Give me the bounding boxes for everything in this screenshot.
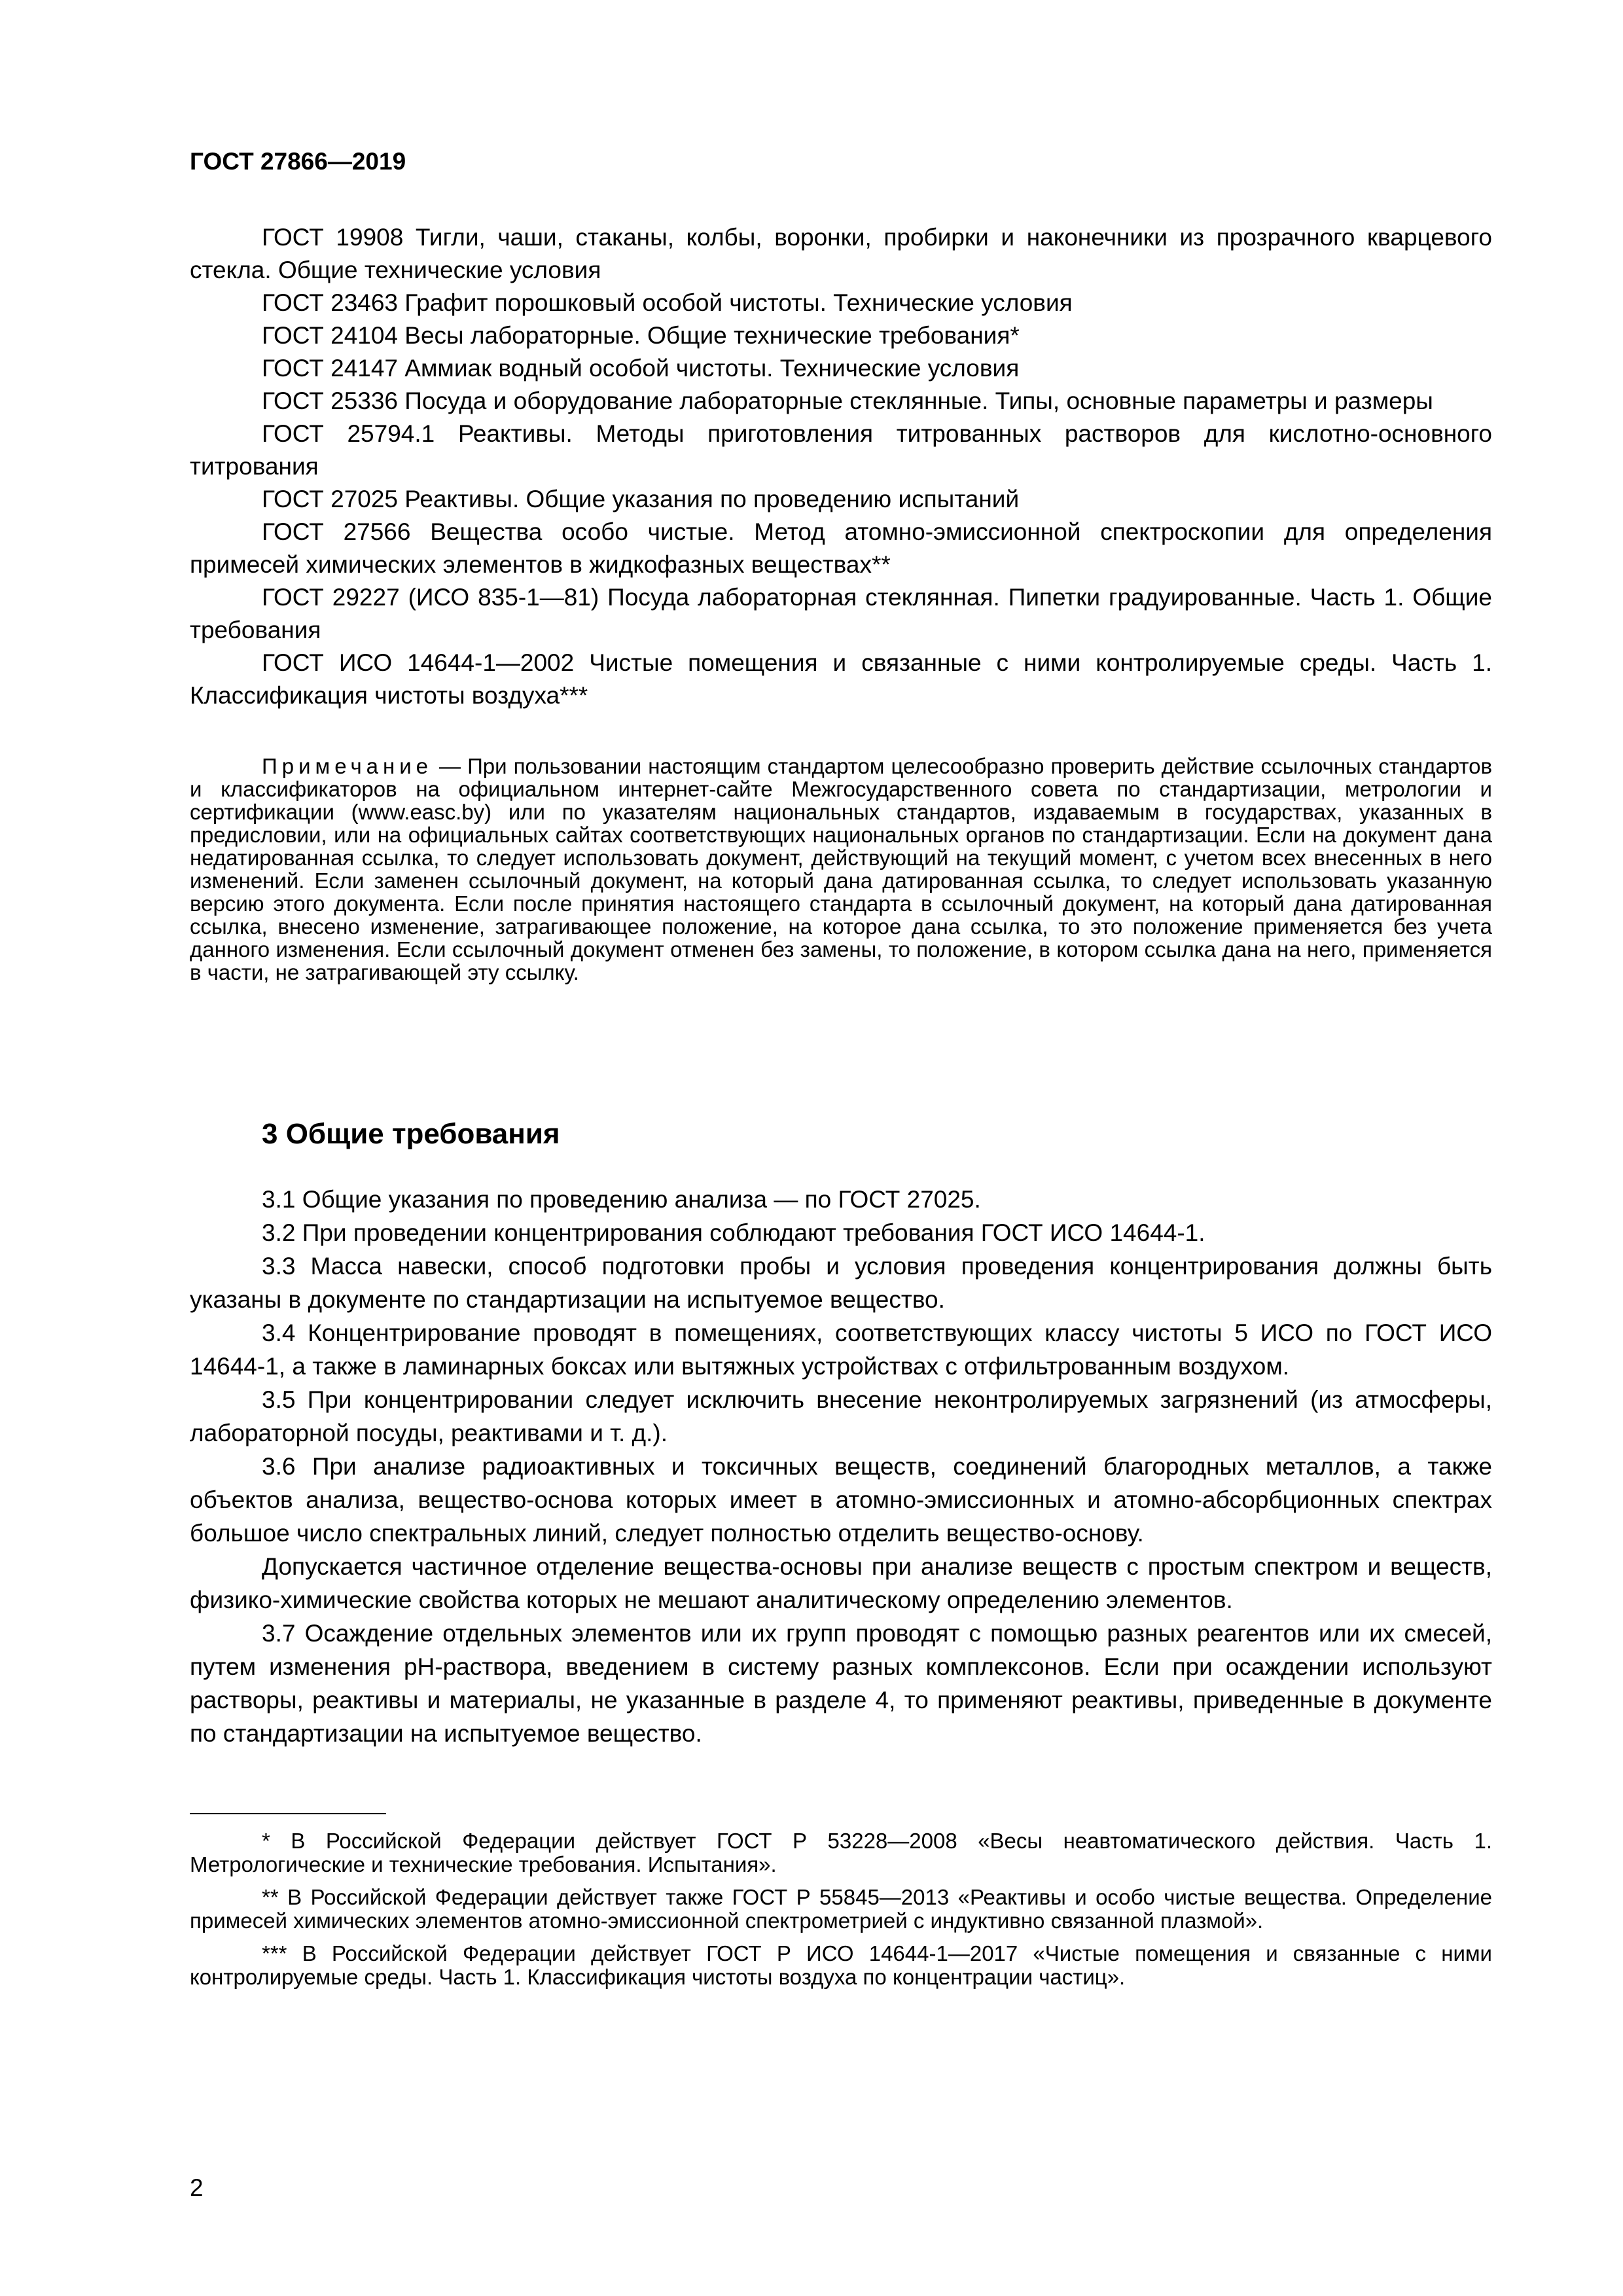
reference-item: ГОСТ 25336 Посуда и оборудование лабораторные стеклянные. Типы, основные параметры и размеры <box>262 387 1433 414</box>
section-paragraph: 3.1 Общие указания по проведению анализа — по ГОСТ 27025. <box>262 1186 981 1213</box>
normative-references-list <box>190 221 1492 712</box>
section-paragraph: 3.4 Концентрирование проводят в помещениях, соответствующих классу чистоты 5 ИСО по ГОСТ ИСО 14644-1, а также в ламинарных боксах или вытяжных устройствах с отфильтрованным воздухом. <box>190 1319 1492 1380</box>
section-paragraph: Допускается частичное отделение вещества-основы при анализе веществ с простым спектром и веществ, физико-химические свойства которых не мешают аналитическому определению элементов. <box>190 1553 1492 1613</box>
note-label: Примечание <box>262 754 433 778</box>
note-block <box>190 755 1492 984</box>
reference-item: ГОСТ 25794.1 Реактивы. Методы приготовления титрованных растворов для кислотно-основного титрования <box>190 420 1492 480</box>
reference-item: ГОСТ 24104 Весы лабораторные. Общие технические требования* <box>262 322 1020 349</box>
section-body <box>190 1183 1492 1750</box>
section-paragraph: 3.7 Осаждение отдельных элементов или их групп проводят с помощью разных реагентов или их смесей, путем изменения pH-раствора, введением в систему разных комплексонов. Если при осаждении используют растворы, реактивы и материалы, не указанные в разделе 4, то применяют реактивы, приведенные в документе по стандартизации на испытуемое вещество. <box>190 1620 1492 1747</box>
reference-item: ГОСТ 23463 Графит порошковый особой чистоты. Технические условия <box>262 289 1073 316</box>
section-paragraph: 3.5 При концентрировании следует исключить внесение неконтролируемых загрязнений (из атмосферы, лабораторной посуды, реактивами и т. д.). <box>190 1386 1492 1446</box>
footnote: *** В Российской Федерации действует ГОСТ Р ИСО 14644-1—2017 «Чистые помещения и связанные с ними контролируемые среды. Часть 1. Классификация чистоты воздуха по концентрации частиц». <box>190 1941 1492 1989</box>
reference-item: ГОСТ ИСО 14644-1—2002 Чистые помещения и связанные с ними контролируемые среды. Часть 1. Классификация чистоты воздуха*** <box>190 649 1492 709</box>
document-page <box>190 0 1492 2296</box>
document-code-header: ГОСТ 27866—2019 <box>190 148 406 175</box>
section-heading: 3 Общие требования <box>262 1118 560 1150</box>
reference-item: ГОСТ 27566 Вещества особо чистые. Метод атомно-эмиссионной спектроскопии для определения примесей химических элементов в жидкофазных веществах** <box>190 518 1492 578</box>
section-paragraph: 3.6 При анализе радиоактивных и токсичных веществ, соединений благородных металлов, а также объектов анализа, вещество-основа которых имеет в атомно-эмиссионных и атомно-абсорбционных спектрах большое число спектральных линий, следует полностью отделить вещество-основу. <box>190 1453 1492 1547</box>
footnote-separator <box>190 1813 386 1814</box>
footnote: * В Российской Федерации действует ГОСТ Р 53228—2008 «Весы неавтоматического действия. Часть 1. Метрологические и технические требования. Испытания». <box>190 1829 1492 1876</box>
page-number: 2 <box>190 2174 204 2201</box>
reference-item: ГОСТ 27025 Реактивы. Общие указания по проведению испытаний <box>262 486 1020 512</box>
reference-item: ГОСТ 19908 Тигли, чаши, стаканы, колбы, воронки, пробирки и наконечники из прозрачного кварцевого стекла. Общие технические условия <box>190 224 1492 283</box>
footnotes <box>190 1829 1492 1998</box>
section-paragraph: 3.2 При проведении концентрирования соблюдают требования ГОСТ ИСО 14644-1. <box>262 1219 1205 1246</box>
section-paragraph: 3.3 Масса навески, способ подготовки пробы и условия проведения концентрирования должны быть указаны в документе по стандартизации на испытуемое вещество. <box>190 1253 1492 1313</box>
reference-item: ГОСТ 24147 Аммиак водный особой чистоты. Технические условия <box>262 355 1020 382</box>
reference-item: ГОСТ 29227 (ИСО 835-1—81) Посуда лабораторная стеклянная. Пипетки градуированные. Часть 1. Общие требования <box>190 584 1492 643</box>
note-text: — При пользовании настоящим стандартом целесообразно проверить действие ссылочных стандартов и классификаторов на официальном интернет-сайте Межгосударственного совета по стандартизации, метрологии и сертификации (www.easc.by) или по указателям национальных стандартов, издаваемым в государствах, указанных в предисловии, или на официальных сайтах соответствующих национальных органов по стандартизации. Если на документ дана недатированная ссылка, то следует использовать документ, действующий на текущий момент, с учетом всех внесенных в него изменений. Если заменен ссылочный документ, на который дана датированная ссылка, то следует использовать указанную версию этого документа. Если после принятия настоящего стандарта в ссылочный документ, на который дана датированная ссылка, внесено изменение, затрагивающее положение, на которое дана ссылка, то это положение применяется без учета данного изменения. Если ссылочный документ отменен без замены, то положение, в котором ссылка дана на него, применяется в части, не затрагивающей эту ссылку. <box>190 754 1492 984</box>
footnote: ** В Российской Федерации действует также ГОСТ Р 55845—2013 «Реактивы и особо чистые вещества. Определение примесей химических элементов атомно-эмиссионной спектрометрией с индуктивно связанной плазмой». <box>190 1885 1492 1933</box>
